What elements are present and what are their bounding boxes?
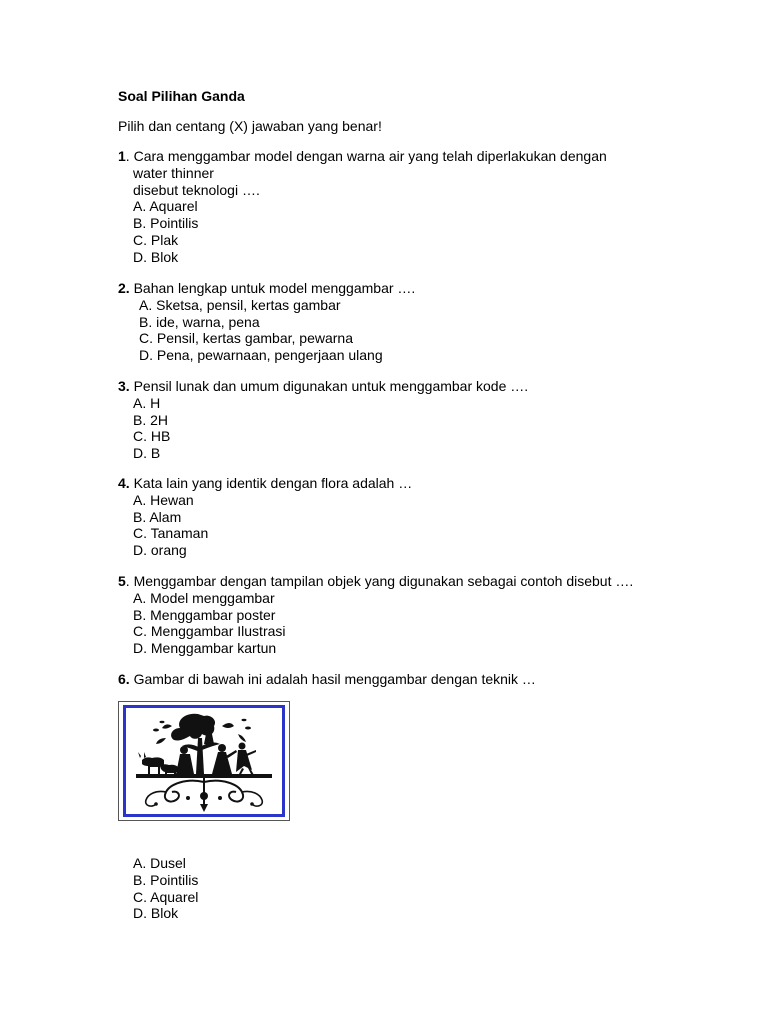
option-list xyxy=(133,855,198,922)
question-number-suffix: . xyxy=(125,573,130,589)
option-list xyxy=(118,492,678,559)
figure-frame xyxy=(123,705,285,817)
page-title: Soal Pilihan Ganda xyxy=(118,88,245,104)
question-6 xyxy=(118,671,678,688)
question-stem: Pensil lunak dan umum digunakan untuk menggambar kode …. xyxy=(133,378,529,394)
option-list xyxy=(118,590,678,657)
option-d[interactable]: D. Menggambar kartun xyxy=(133,640,277,657)
question-number: 5 xyxy=(118,573,126,589)
instruction-text: Pilih dan centang (X) jawaban yang benar! xyxy=(118,118,382,134)
option-c[interactable]: C. HB xyxy=(133,428,171,445)
question-stem: Bahan lengkap untuk model menggambar …. xyxy=(133,280,416,296)
option-c[interactable]: C. Pensil, kertas gambar, pewarna xyxy=(139,330,353,347)
option-a[interactable]: A. Model menggambar xyxy=(133,589,275,606)
option-c[interactable]: C. Aquarel xyxy=(133,888,199,905)
question-number: 2. xyxy=(118,280,130,296)
question-2 xyxy=(118,280,678,364)
question-stem: Gambar di bawah ini adalah hasil menggambar dengan teknik … xyxy=(133,671,536,687)
question-number: 1 xyxy=(118,148,126,164)
question-1 xyxy=(118,148,678,266)
option-list xyxy=(118,198,678,265)
option-b[interactable]: B. 2H xyxy=(133,411,169,428)
option-c[interactable]: C. Tanaman xyxy=(133,525,209,542)
option-b[interactable]: B. Pointilis xyxy=(133,215,199,232)
option-a[interactable]: A. Sketsa, pensil, kertas gambar xyxy=(139,296,341,313)
question-3 xyxy=(118,378,678,462)
option-b[interactable]: B. ide, warna, pena xyxy=(139,313,260,330)
question-4 xyxy=(118,475,678,559)
option-c[interactable]: C. Menggambar Ilustrasi xyxy=(133,623,286,640)
option-c[interactable]: C. Plak xyxy=(133,231,179,248)
option-d[interactable]: D. Blok xyxy=(133,905,179,922)
silhouette-figure xyxy=(118,701,290,821)
question-number-suffix: . xyxy=(125,148,130,164)
option-a[interactable]: A. Aquarel xyxy=(133,198,198,215)
option-a[interactable]: A. Dusel xyxy=(133,855,186,871)
question-stem-continued: water thinner xyxy=(133,164,214,181)
question-stem: Cara menggambar model dengan warna air yang telah diperlakukan dengan xyxy=(133,148,607,164)
question-5 xyxy=(118,573,678,657)
question-stem: Menggambar dengan tampilan objek yang digunakan sebagai contoh disebut …. xyxy=(133,573,634,589)
question-stem: Kata lain yang identik dengan flora adalah … xyxy=(133,475,413,491)
question-stem-continued: disebut teknologi …. xyxy=(133,181,260,198)
option-list xyxy=(118,297,678,364)
question-number: 6. xyxy=(118,671,130,687)
option-b[interactable]: B. Alam xyxy=(133,508,182,525)
option-list xyxy=(118,395,678,462)
option-d[interactable]: D. B xyxy=(133,445,161,462)
silhouette-illustration-icon xyxy=(126,708,282,814)
option-b[interactable]: B. Menggambar poster xyxy=(133,606,276,623)
option-d[interactable]: D. orang xyxy=(133,542,187,559)
question-number: 3. xyxy=(118,378,130,394)
option-d[interactable]: D. Pena, pewarnaan, pengerjaan ulang xyxy=(139,347,383,364)
option-a[interactable]: A. H xyxy=(133,394,161,411)
option-b[interactable]: B. Pointilis xyxy=(133,871,199,888)
question-number: 4. xyxy=(118,475,130,491)
option-a[interactable]: A. Hewan xyxy=(133,491,194,508)
option-d[interactable]: D. Blok xyxy=(133,248,179,265)
